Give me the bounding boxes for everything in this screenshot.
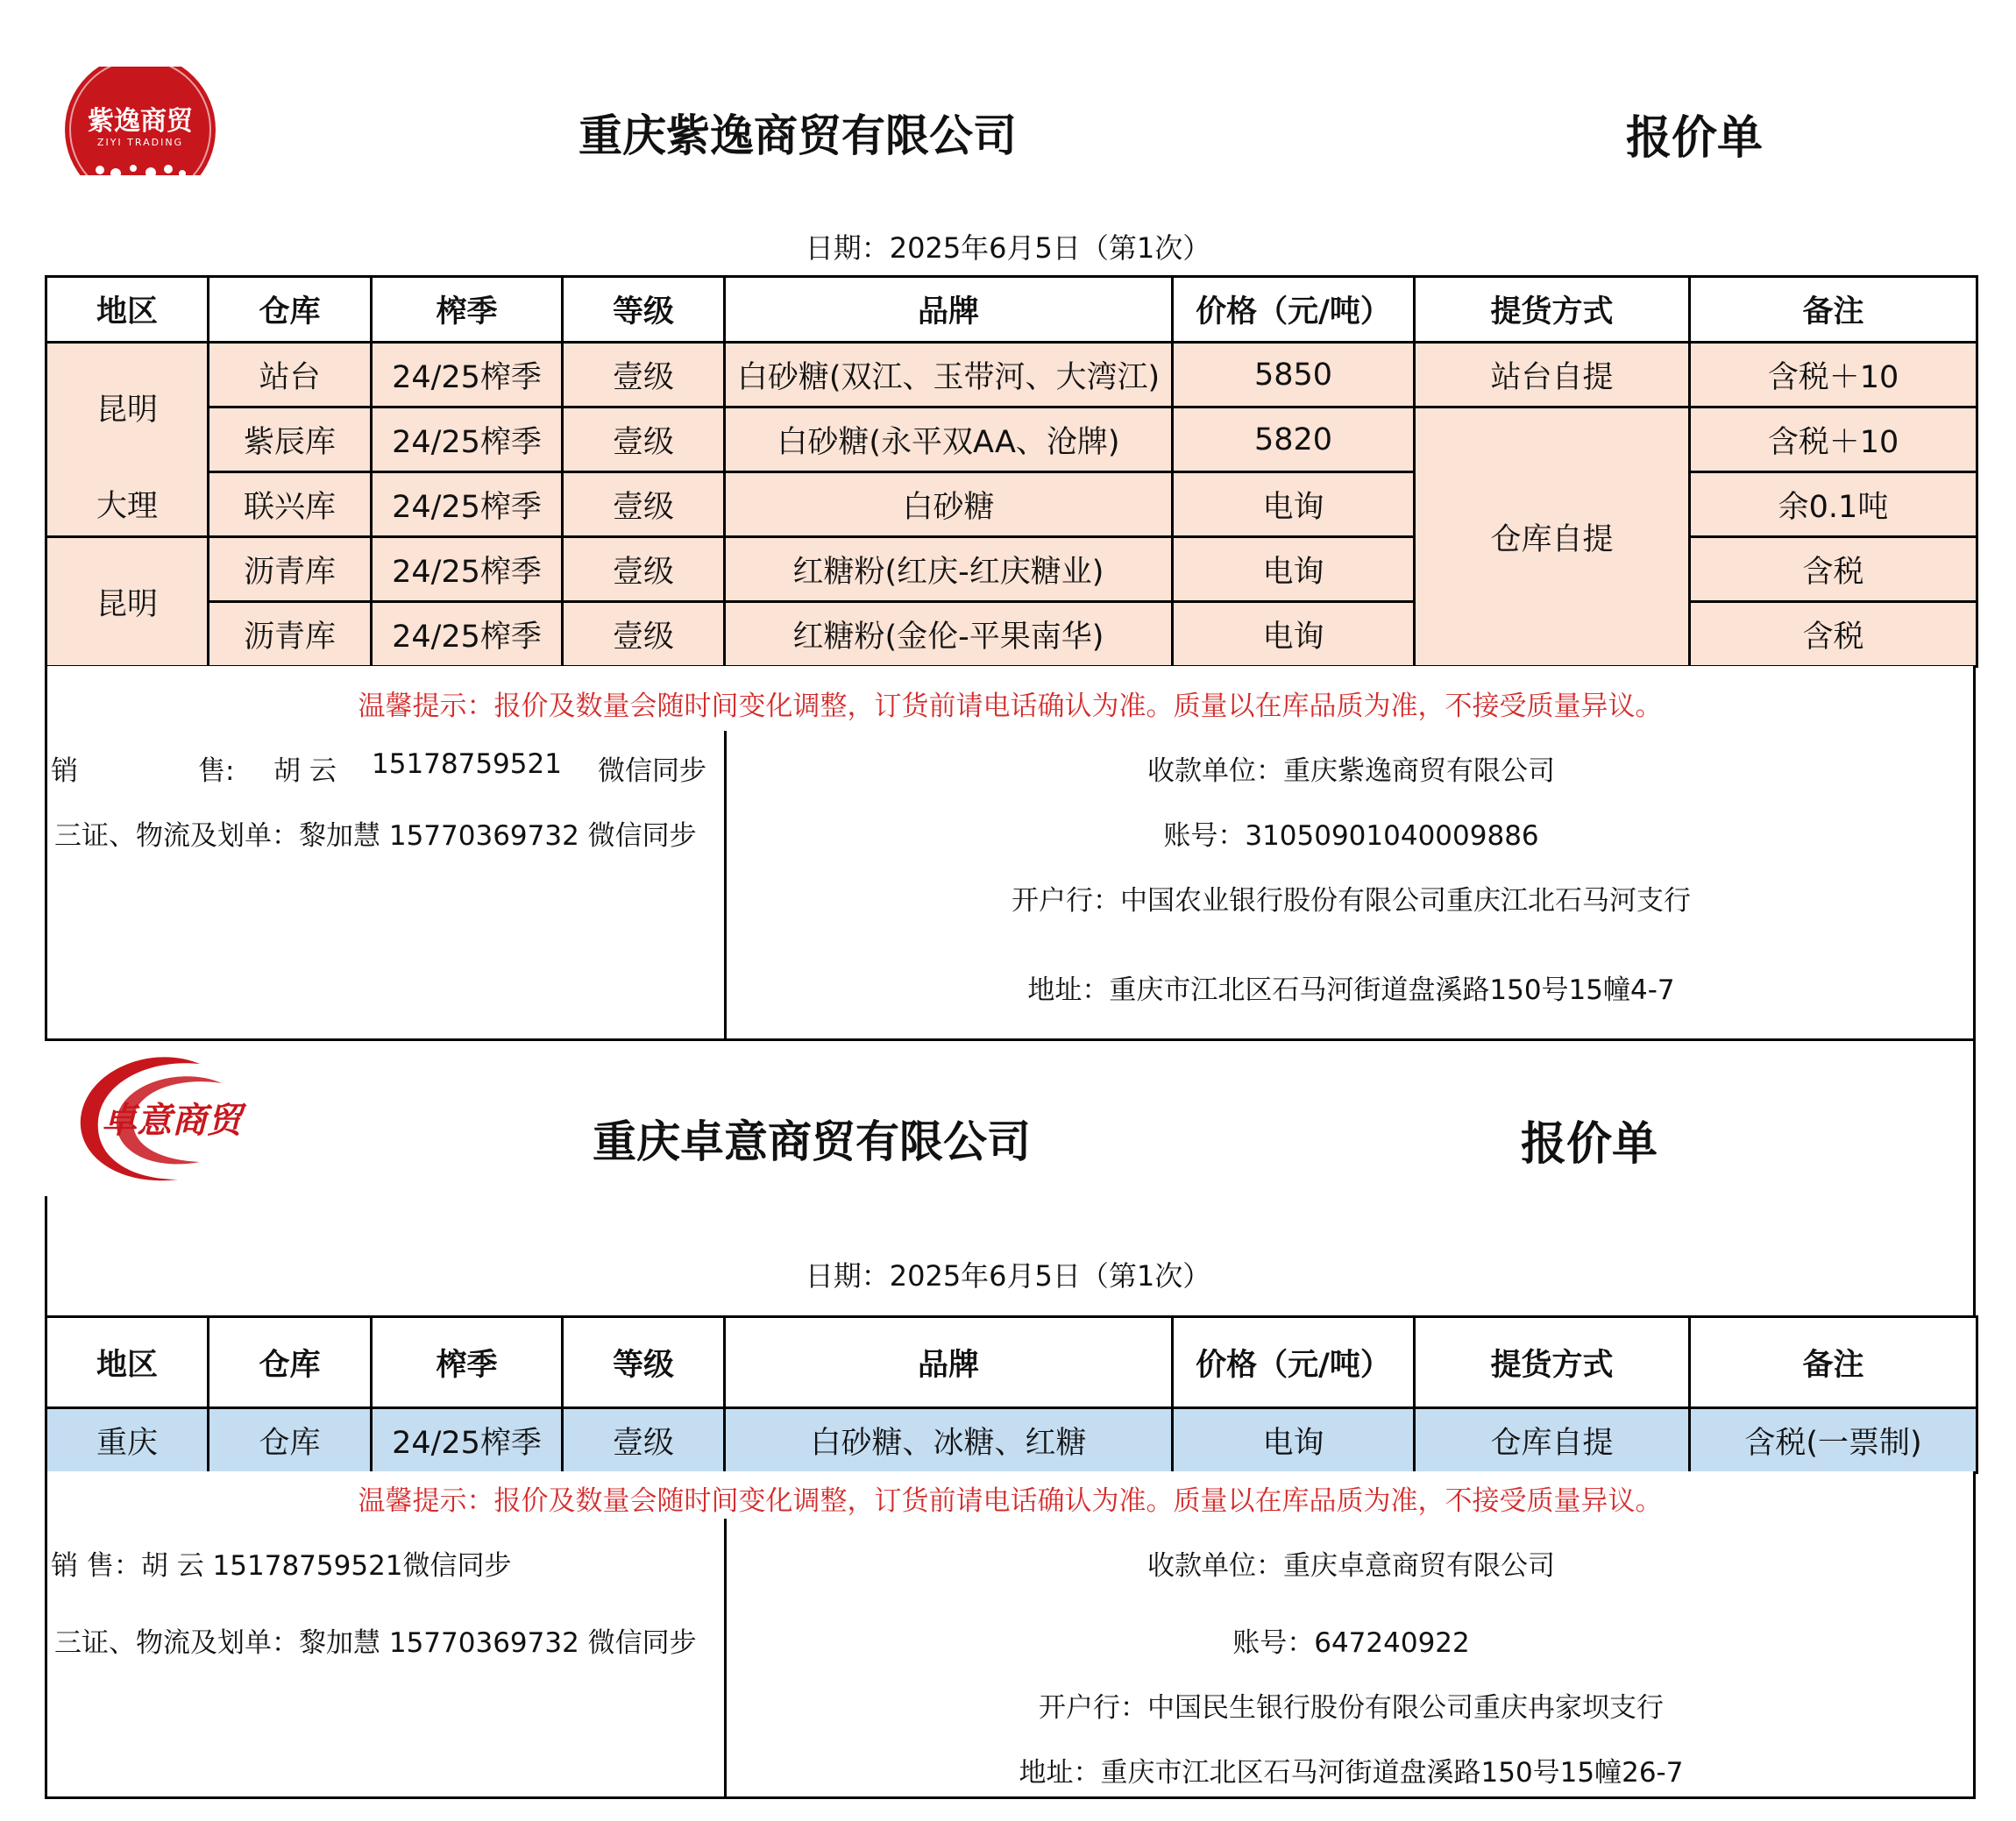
- note-cell: 含税: [1690, 537, 1977, 602]
- table-row: [46, 407, 1977, 472]
- warehouse-cell: 紫辰库: [209, 407, 372, 472]
- quote-table-2: [45, 1315, 1978, 1474]
- header-grade: 等级: [563, 1317, 725, 1408]
- header-warehouse: 仓库: [209, 1317, 372, 1408]
- table-header-row: [46, 277, 1977, 343]
- warehouse-cell: 仓库: [209, 1408, 372, 1473]
- brand-cell: 白砂糖、冰糖、红糖: [725, 1408, 1173, 1473]
- region-cell: 昆明: [46, 537, 209, 667]
- season-cell: 24/25榨季: [372, 1408, 563, 1473]
- price-cell: 电询: [1173, 602, 1415, 667]
- season-cell: 24/25榨季: [372, 602, 563, 667]
- grade-cell: 壹级: [563, 472, 725, 537]
- table-header-row: [46, 1317, 1977, 1408]
- region-cell: 大理: [46, 472, 209, 537]
- note-cell: 含税＋10: [1690, 343, 1977, 407]
- sales-name: 胡 云: [273, 755, 337, 787]
- brand-cell: 红糖粉(红庆-红庆糖业): [725, 537, 1173, 602]
- price-cell: 电询: [1173, 1408, 1415, 1473]
- date-line-2: 日期：2025年6月5日（第1次）: [805, 1259, 1211, 1293]
- region-cell: 昆明: [46, 343, 209, 472]
- logo-text-cn: 紫逸商贸: [88, 106, 193, 137]
- warehouse-cell: 站台: [209, 343, 372, 407]
- brand-cell: 白砂糖(永平双AA、沧牌): [725, 407, 1173, 472]
- note-cell: 含税: [1690, 602, 1977, 667]
- price-cell: 电询: [1173, 472, 1415, 537]
- account-text: 账号：647240922: [1232, 1627, 1470, 1659]
- address-text: 地址：重庆市江北区石马河街道盘溪路150号15幢26-7: [1019, 1757, 1684, 1789]
- table-row: [46, 1408, 1977, 1473]
- sales-wechat: 微信同步: [598, 755, 706, 787]
- tip-text-2: 温馨提示：报价及数量会随时间变化调整，订货前请电话确认为准。质量以在库品质为准，不接受质量异议。: [358, 1485, 1663, 1517]
- header-region: 地区: [46, 1317, 209, 1408]
- tip-text-1: 温馨提示：报价及数量会随时间变化调整，订货前请电话确认为准。质量以在库品质为准，不接受质量异议。: [358, 691, 1663, 722]
- quote-table-1: [45, 275, 1978, 668]
- doc-title-1: 报价单: [1626, 112, 1764, 165]
- pickup-cell: 仓库自提: [1415, 1408, 1690, 1473]
- header-pickup: 提货方式: [1415, 277, 1690, 343]
- header-pickup: 提货方式: [1415, 1317, 1690, 1408]
- price-cell: 5850: [1173, 343, 1415, 407]
- logo2-text: 卓意商贸: [102, 1101, 242, 1141]
- brand-cell: 白砂糖: [725, 472, 1173, 537]
- sales-contact: 销 售：胡 云 15178759521微信同步: [51, 1550, 512, 1582]
- pickup-cell: 站台自提: [1415, 343, 1690, 407]
- footer-section-2: [45, 1471, 1976, 1799]
- note-cell: 含税＋10: [1690, 407, 1977, 472]
- region-cell: 重庆: [46, 1408, 209, 1473]
- sales-label-a: 销: [51, 755, 78, 787]
- header-note: 备注: [1690, 1317, 1977, 1408]
- logo-text-en: ZIYI TRADING: [96, 137, 184, 148]
- warehouse-cell: 联兴库: [209, 472, 372, 537]
- address-text: 地址：重庆市江北区石马河街道盘溪路150号15幢4-7: [1027, 974, 1675, 1006]
- ziyi-logo: [65, 67, 216, 181]
- grade-cell: 壹级: [563, 537, 725, 602]
- season-cell: 24/25榨季: [372, 407, 563, 472]
- brand-cell: 白砂糖(双江、玉带河、大湾江): [725, 343, 1173, 407]
- bank-text: 开户行：中国民生银行股份有限公司重庆冉家坝支行: [1039, 1692, 1664, 1724]
- season-cell: 24/25榨季: [372, 343, 563, 407]
- doc-title-2: 报价单: [1521, 1118, 1658, 1171]
- sales-label-b: 售:: [198, 755, 235, 787]
- logistics-contact: 三证、物流及划单：黎加慧 15770369732 微信同步: [54, 820, 697, 852]
- account-text: 账号：31050901040009886: [1163, 820, 1539, 852]
- header-note: 备注: [1690, 277, 1977, 343]
- date-line-1: 日期：2025年6月5日（第1次）: [805, 231, 1211, 265]
- brand-cell: 红糖粉(金伦-平果南华): [725, 602, 1173, 667]
- payee-text: 收款单位：重庆卓意商贸有限公司: [1147, 1550, 1555, 1582]
- grade-cell: 壹级: [563, 1408, 725, 1473]
- pickup-merged-cell: 仓库自提: [1415, 407, 1690, 667]
- company-title-2: 重庆卓意商贸有限公司: [593, 1116, 1031, 1167]
- sales-phone: 15178759521: [372, 748, 562, 780]
- warehouse-cell: 沥青库: [209, 602, 372, 667]
- zhuoyi-logo: [68, 1048, 252, 1188]
- header-grade: 等级: [563, 277, 725, 343]
- grade-cell: 壹级: [563, 407, 725, 472]
- price-cell: 5820: [1173, 407, 1415, 472]
- header-brand: 品牌: [725, 1317, 1173, 1408]
- grade-cell: 壹级: [563, 343, 725, 407]
- price-cell: 电询: [1173, 537, 1415, 602]
- header-season: 榨季: [372, 277, 563, 343]
- note-cell: 余0.1吨: [1690, 472, 1977, 537]
- header-region: 地区: [46, 277, 209, 343]
- footer-section-1: [45, 666, 1976, 1041]
- warehouse-cell: 沥青库: [209, 537, 372, 602]
- header-brand: 品牌: [725, 277, 1173, 343]
- logistics-contact: 三证、物流及划单：黎加慧 15770369732 微信同步: [54, 1627, 697, 1659]
- header-season: 榨季: [372, 1317, 563, 1408]
- company-title-1: 重庆紫逸商贸有限公司: [579, 110, 1017, 161]
- grade-cell: 壹级: [563, 602, 725, 667]
- header-warehouse: 仓库: [209, 277, 372, 343]
- header-price: 价格（元/吨）: [1173, 1317, 1415, 1408]
- note-cell: 含税(一票制): [1690, 1408, 1977, 1473]
- season-cell: 24/25榨季: [372, 537, 563, 602]
- season-cell: 24/25榨季: [372, 472, 563, 537]
- table-row: [46, 343, 1977, 407]
- payee-text: 收款单位：重庆紫逸商贸有限公司: [1147, 755, 1555, 787]
- bank-text: 开户行：中国农业银行股份有限公司重庆江北石马河支行: [1012, 885, 1691, 917]
- header-price: 价格（元/吨）: [1173, 277, 1415, 343]
